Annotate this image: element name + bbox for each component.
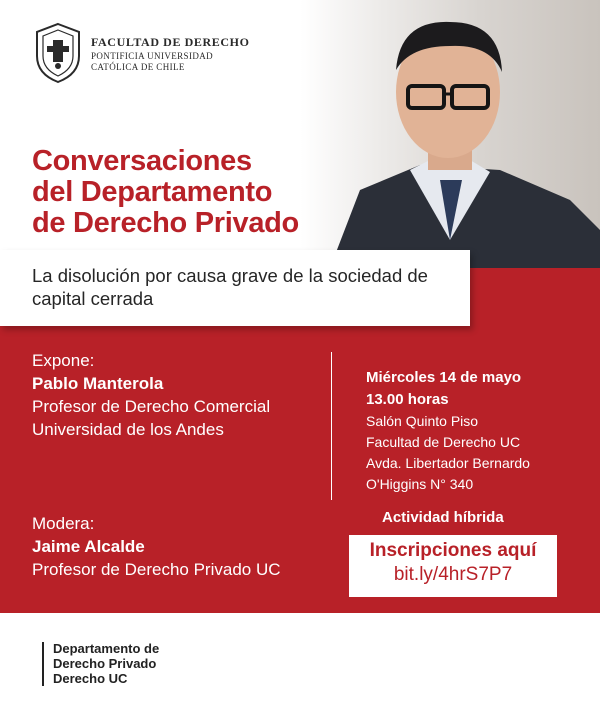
faculty-logo (33, 22, 250, 84)
footer-line1: Departamento de (53, 641, 160, 656)
event-date: Miércoles 14 de mayo (366, 369, 522, 386)
speaker-block (32, 349, 270, 441)
speaker-label: Expone: (32, 351, 95, 370)
department-footer (53, 641, 159, 686)
logo-university-line1: PONTIFICIA UNIVERSIDAD (91, 50, 214, 61)
event-time: 13.00 horas (366, 391, 449, 408)
registration-button[interactable] (349, 535, 557, 597)
event-room: Salón Quinto Piso (366, 413, 479, 429)
column-divider (331, 352, 332, 500)
event-address-line1: Avda. Libertador Bernardo (366, 455, 530, 471)
logo-university-line2: CATÓLICA DE CHILE (91, 61, 185, 72)
registration-title: Inscripciones aquí (369, 540, 537, 561)
footer-line2: Derecho Privado (53, 656, 157, 671)
logo-faculty-name: FACULTAD DE DERECHO (91, 34, 250, 49)
footer-divider (42, 642, 44, 686)
moderator-role: Profesor de Derecho Privado UC (32, 560, 281, 579)
hybrid-activity-label: Actividad híbrida (382, 509, 504, 526)
speaker-institution: Universidad de los Andes (32, 420, 224, 439)
speaker-role: Profesor de Derecho Comercial (32, 397, 271, 416)
speaker-photo (300, 0, 600, 268)
subtitle-box (0, 250, 470, 326)
registration-link[interactable]: bit.ly/4hrS7P7 (393, 564, 513, 585)
moderator-block (32, 512, 281, 581)
event-title: Conversaciones del Departamento de Derecho Privado (32, 145, 299, 239)
event-info (366, 367, 530, 495)
event-address-line2: O'Higgins N° 340 (366, 476, 474, 492)
event-venue: Facultad de Derecho UC (366, 434, 521, 450)
moderator-label: Modera: (32, 514, 95, 533)
university-seal-icon (33, 22, 83, 84)
talk-subtitle: La disolución por causa grave de la sociedad de capital cerrada (32, 265, 428, 309)
footer-line3: Derecho UC (53, 671, 128, 686)
moderator-name: Jaime Alcalde (32, 537, 145, 556)
speaker-name: Pablo Manterola (32, 374, 164, 393)
